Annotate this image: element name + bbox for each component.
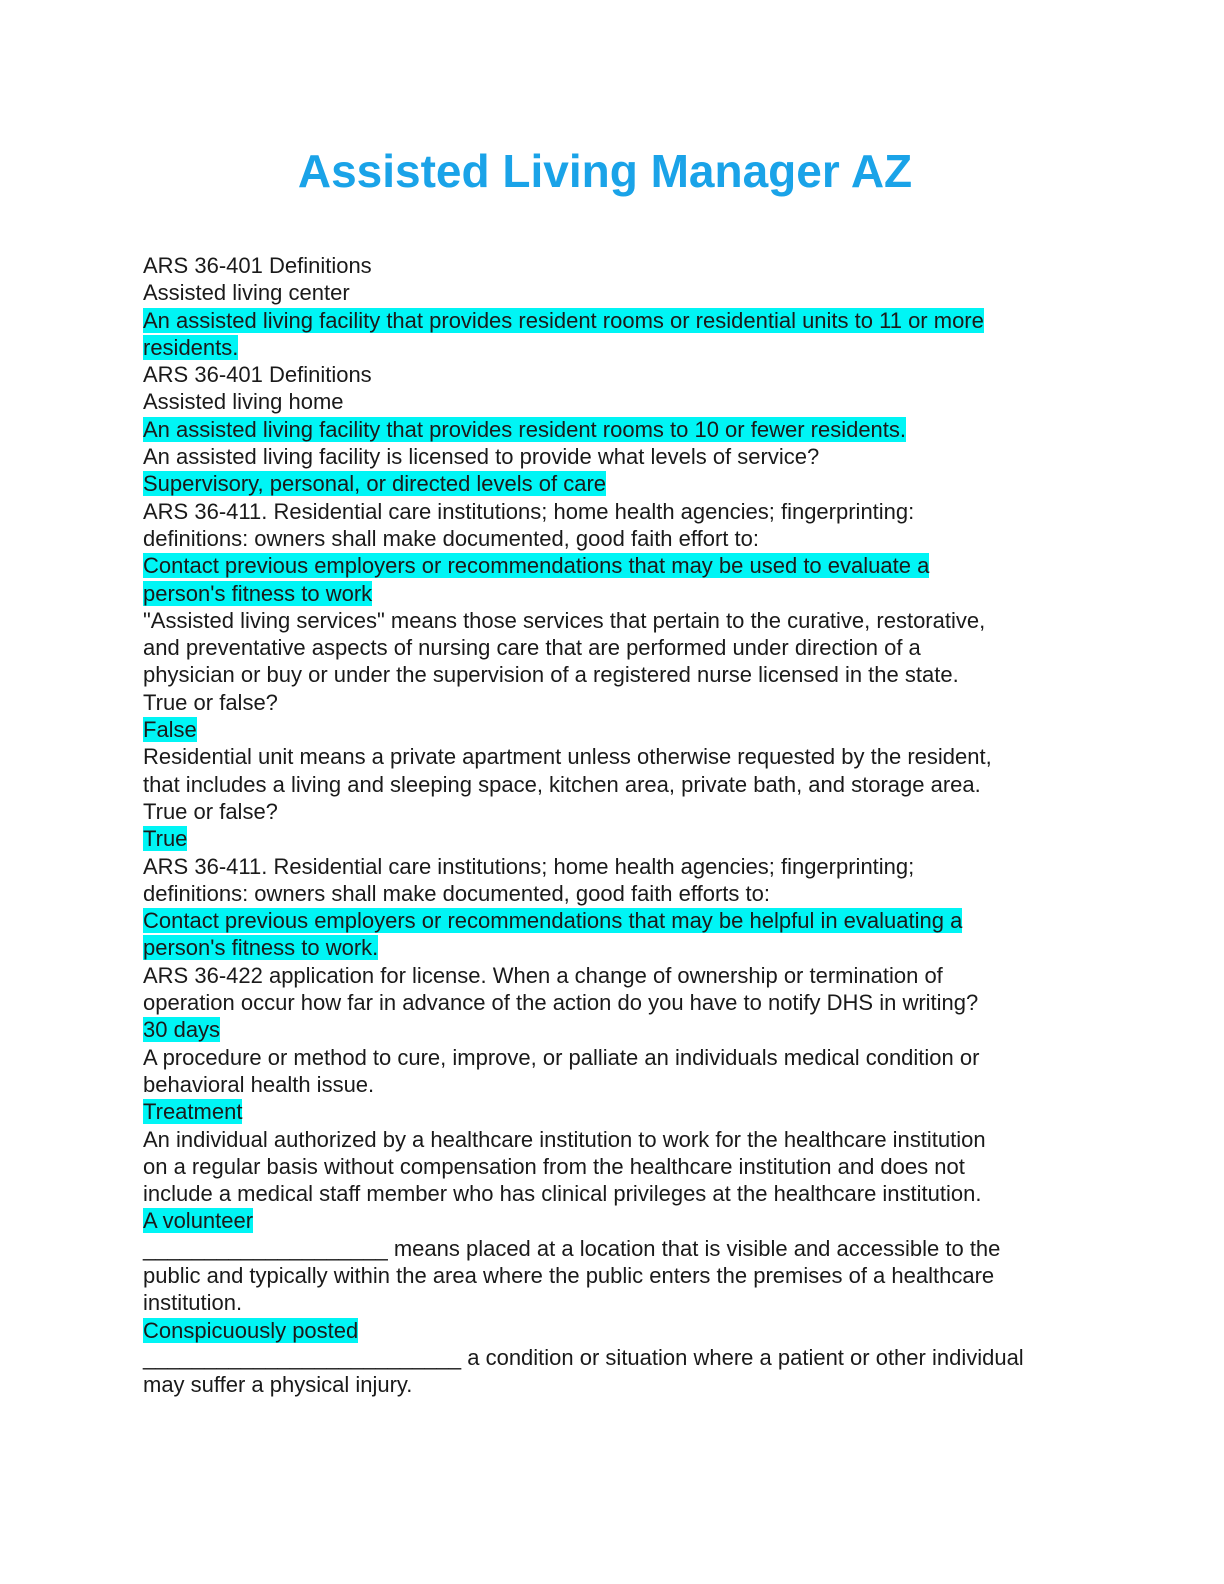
question-line bbox=[143, 689, 1083, 716]
body-text: An individual authorized by a healthcare institution to work for the healthcare institution bbox=[143, 1126, 986, 1152]
highlighted-text: False bbox=[143, 717, 197, 743]
body-text: definitions: owners shall make documented, good faith efforts to: bbox=[143, 880, 770, 906]
body-text: "Assisted living services" means those services that pertain to the curative, restorative, bbox=[143, 607, 986, 633]
body-text: __________________________ a condition or situation where a patient or other individual bbox=[143, 1344, 1024, 1370]
answer-line bbox=[143, 716, 1083, 743]
question-line bbox=[143, 1344, 1083, 1371]
highlighted-text: Treatment bbox=[143, 1099, 243, 1125]
answer-line bbox=[143, 334, 1083, 361]
page-title: Assisted Living Manager AZ bbox=[297, 145, 913, 197]
answer-line bbox=[143, 825, 1083, 852]
question-line bbox=[143, 252, 1083, 279]
question-line bbox=[143, 361, 1083, 388]
question-line bbox=[143, 525, 1083, 552]
document-body bbox=[143, 252, 1083, 1398]
highlighted-text: Supervisory, personal, or directed levels of care bbox=[143, 471, 607, 497]
question-line bbox=[143, 1071, 1083, 1098]
body-text: on a regular basis without compensation from the healthcare institution and does not bbox=[143, 1153, 965, 1179]
answer-line bbox=[143, 580, 1083, 607]
answer-line bbox=[143, 1317, 1083, 1344]
highlighted-text: Conspicuously posted bbox=[143, 1317, 359, 1343]
body-text: definitions: owners shall make documented, good faith effort to: bbox=[143, 525, 759, 551]
highlighted-text: 30 days bbox=[143, 1017, 221, 1043]
body-text: ARS 36-401 Definitions bbox=[143, 253, 372, 278]
question-line bbox=[143, 880, 1083, 907]
body-text: ARS 36-411. Residential care institutions; home health agencies; fingerprinting; bbox=[143, 853, 915, 879]
highlighted-text: A volunteer bbox=[143, 1208, 254, 1234]
question-line bbox=[143, 607, 1083, 634]
body-text: Assisted living center bbox=[143, 280, 350, 306]
highlighted-text: True bbox=[143, 826, 188, 852]
body-text: ARS 36-422 application for license. When a change of ownership or termination of bbox=[143, 962, 943, 988]
answer-line bbox=[143, 1207, 1083, 1234]
answer-line bbox=[143, 1016, 1083, 1043]
question-line bbox=[143, 279, 1083, 306]
question-line bbox=[143, 989, 1083, 1016]
body-text: may suffer a physical injury. bbox=[143, 1372, 413, 1398]
body-text: ARS 36-401 Definitions bbox=[143, 362, 372, 388]
question-line bbox=[143, 1262, 1083, 1289]
body-text: and preventative aspects of nursing care that are performed under direction of a bbox=[143, 635, 921, 661]
body-text: institution. bbox=[143, 1290, 243, 1316]
highlighted-text: person's fitness to work. bbox=[143, 935, 379, 961]
highlighted-text: Contact previous employers or recommendations that may be used to evaluate a bbox=[143, 553, 930, 579]
body-text: True or false? bbox=[143, 689, 278, 715]
answer-line bbox=[143, 907, 1083, 934]
body-text: ____________________ means placed at a location that is visible and accessible to the bbox=[143, 1235, 1001, 1261]
question-line bbox=[143, 1126, 1083, 1153]
body-text: ARS 36-411. Residential care institutions; home health agencies; fingerprinting: bbox=[143, 498, 915, 524]
body-text: operation occur how far in advance of the action do you have to notify DHS in writing? bbox=[143, 990, 979, 1016]
body-text: Residential unit means a private apartment unless otherwise requested by the resident, bbox=[143, 744, 992, 770]
highlighted-text: An assisted living facility that provides resident rooms to 10 or fewer residents. bbox=[143, 416, 907, 442]
highlighted-text: Contact previous employers or recommendations that may be helpful in evaluating a bbox=[143, 908, 963, 934]
question-line bbox=[143, 1153, 1083, 1180]
body-text: physician or buy or under the supervision of a registered nurse licensed in the state. bbox=[143, 662, 959, 688]
highlighted-text: person's fitness to work bbox=[143, 580, 373, 606]
question-line bbox=[143, 1371, 1083, 1398]
answer-line bbox=[143, 416, 1083, 443]
question-line bbox=[143, 1289, 1083, 1316]
body-text: public and typically within the area where the public enters the premises of a healthcare bbox=[143, 1262, 995, 1288]
question-line bbox=[143, 1044, 1083, 1071]
answer-line bbox=[143, 934, 1083, 961]
body-text: A procedure or method to cure, improve, or palliate an individuals medical condition or bbox=[143, 1044, 980, 1070]
question-line bbox=[143, 388, 1083, 415]
body-text: True or false? bbox=[143, 798, 278, 824]
answer-line bbox=[143, 552, 1083, 579]
question-line bbox=[143, 853, 1083, 880]
question-line bbox=[143, 498, 1083, 525]
highlighted-text: residents. bbox=[143, 334, 239, 360]
question-line bbox=[143, 1235, 1083, 1262]
answer-line bbox=[143, 470, 1083, 497]
question-line bbox=[143, 771, 1083, 798]
question-line bbox=[143, 443, 1083, 470]
body-text: behavioral health issue. bbox=[143, 1071, 375, 1097]
question-line bbox=[143, 661, 1083, 688]
body-text: Assisted living home bbox=[143, 389, 344, 415]
body-text: include a medical staff member who has clinical privileges at the healthcare institution. bbox=[143, 1181, 982, 1207]
answer-line bbox=[143, 1098, 1083, 1125]
body-text: An assisted living facility is licensed to provide what levels of service? bbox=[143, 444, 820, 470]
question-line bbox=[143, 743, 1083, 770]
question-line bbox=[143, 798, 1083, 825]
answer-line bbox=[143, 307, 1083, 334]
question-line bbox=[143, 962, 1083, 989]
question-line bbox=[143, 1180, 1083, 1207]
body-text: that includes a living and sleeping space, kitchen area, private bath, and storage area. bbox=[143, 771, 981, 797]
highlighted-text: An assisted living facility that provides resident rooms or residential units to 11 or more bbox=[143, 307, 984, 333]
question-line bbox=[143, 634, 1083, 661]
